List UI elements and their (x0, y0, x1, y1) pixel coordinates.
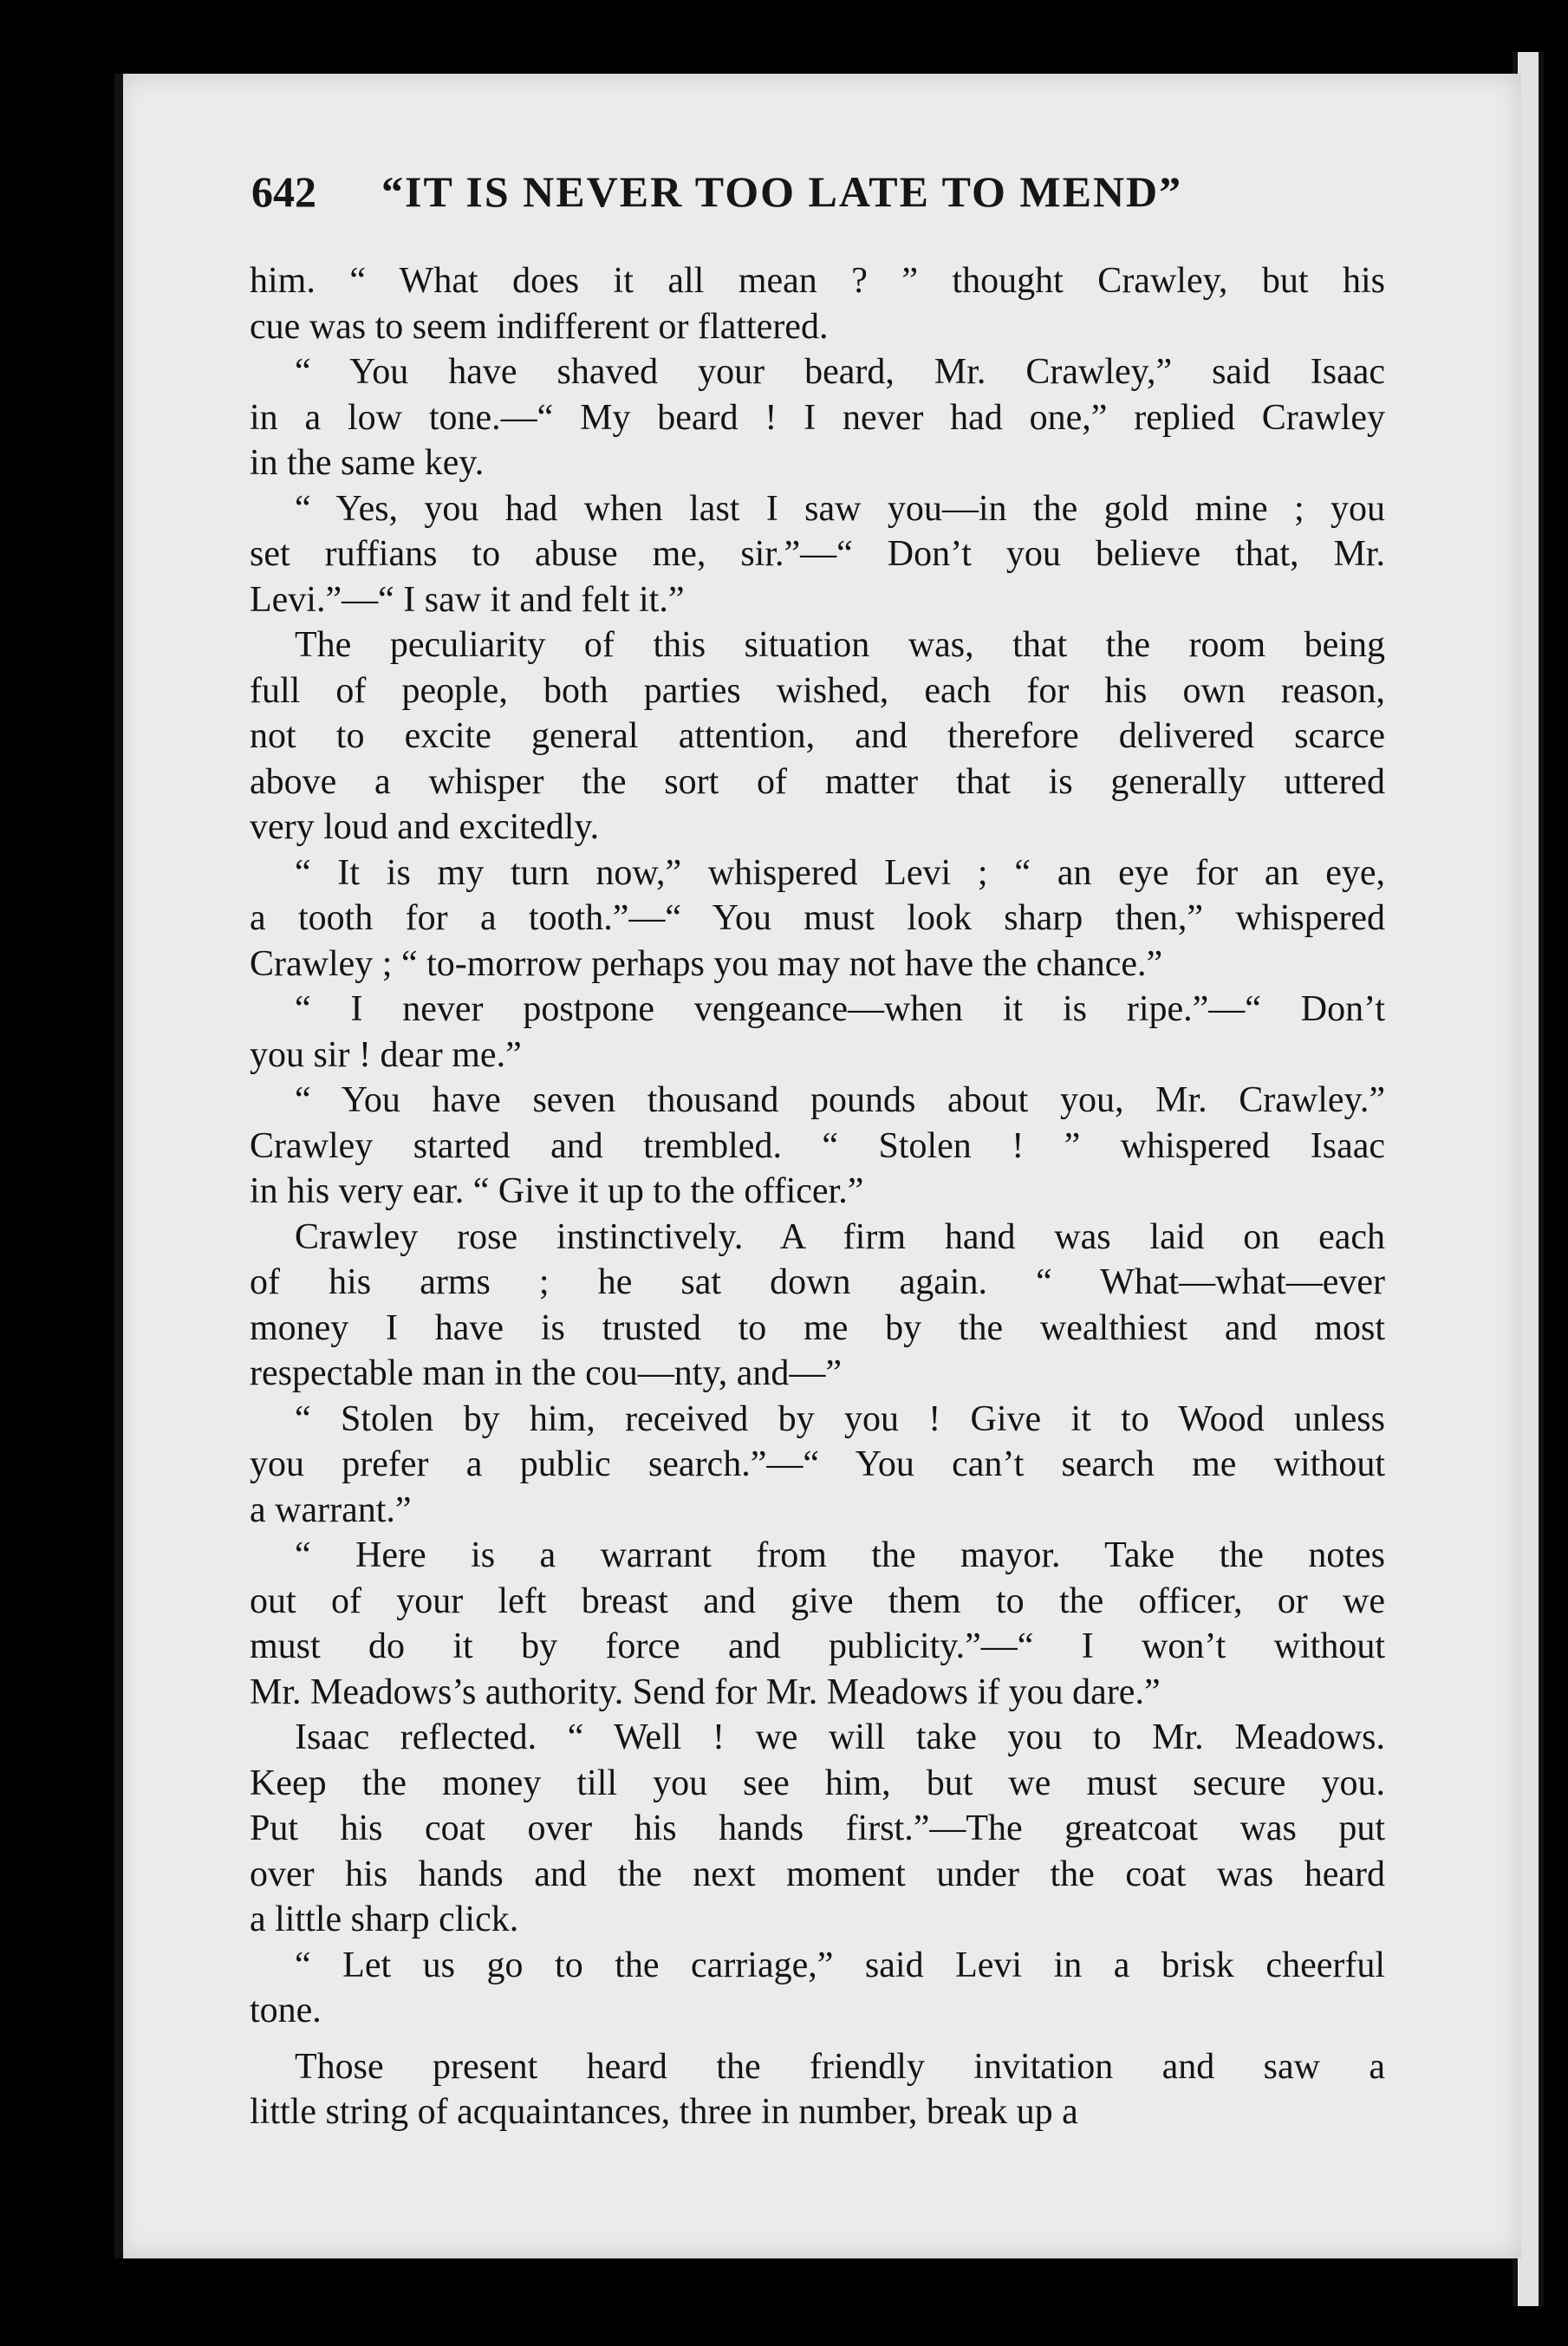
text-line: “ Stolen by him, received by you ! Give it to Wood unless (295, 1398, 1385, 1439)
text-line: “ Here is a warrant from the mayor. Take the notes (295, 1535, 1385, 1575)
text-line: you prefer a public search.”—“ You can’t search me without (250, 1444, 1385, 1484)
text-line: very loud and excitedly. (250, 807, 600, 847)
paragraph (250, 850, 1385, 987)
text-line: a little sharp click. (250, 1900, 519, 1939)
text-line: Levi.”—“ I saw it and felt it.” (250, 579, 685, 620)
text-line: “ Yes, you had when last I saw you—in the gold mine ; you (295, 488, 1385, 529)
paragraph (250, 622, 1385, 850)
body-text (250, 258, 1385, 2135)
text-line: Isaac reflected. “ Well ! we will take you to Mr. Meadows. (295, 1717, 1385, 1757)
running-header (251, 166, 1378, 217)
page-number: 642 (251, 167, 316, 216)
running-title: “IT IS NEVER TOO LATE TO MEND” (381, 167, 1183, 216)
page-gutter (114, 74, 123, 2258)
text-line: him. “ What does it all mean ? ” thought Crawley, but his (250, 261, 1385, 301)
paragraph (250, 1943, 1385, 2034)
text-line: “ I never postpone vengeance—when it is ripe.”—“ Don’t (295, 989, 1385, 1029)
paragraph (250, 1715, 1385, 1943)
text-line: little string of acquaintances, three in number, break up a (250, 2092, 1078, 2132)
text-line: Those present heard the friendly invitation and saw a (295, 2046, 1385, 2087)
paragraph (250, 349, 1385, 486)
text-line: Keep the money till you see him, but we must secure you. (250, 1763, 1385, 1803)
text-line: not to excite general attention, and therefore delivered scarce (250, 716, 1385, 756)
text-line: Mr. Meadows’s authority. Send for Mr. Meadows if you dare.” (250, 1672, 1161, 1712)
text-line: cue was to seem indifferent or flattered. (250, 306, 829, 347)
text-line: must do it by force and publicity.”—“ I won’t without (250, 1626, 1385, 1666)
text-line: above a whisper the sort of matter that is generally uttered (250, 761, 1385, 802)
text-line: you sir ! dear me.” (250, 1034, 522, 1075)
paragraph (250, 1215, 1385, 1397)
paragraph (250, 486, 1385, 623)
paragraph (250, 258, 1385, 349)
text-line: “ You have shaved your beard, Mr. Crawley,” said Isaac (295, 352, 1385, 392)
paragraph (250, 1078, 1385, 1215)
text-line: a tooth for a tooth.”—“ You must look sharp then,” whispered (250, 898, 1385, 938)
text-line: The peculiarity of this situation was, that the room being (295, 625, 1385, 665)
text-line: tone. (250, 1991, 322, 2030)
text-line: Crawley started and trembled. “ Stolen ! ” whispered Isaac (250, 1125, 1385, 1166)
paragraph (250, 2044, 1385, 2135)
text-line: out of your left breast and give them to the officer, or we (250, 1580, 1385, 1621)
text-line: in the same key. (250, 443, 485, 483)
text-line: over his hands and the next moment under the coat was heard (250, 1854, 1385, 1894)
text-line: full of people, both parties wished, each for his own reason, (250, 670, 1385, 711)
text-line: a warrant.” (250, 1489, 412, 1530)
text-line: Crawley ; “ to-morrow perhaps you may not have the chance.” (250, 943, 1163, 984)
text-line: “ You have seven thousand pounds about you, Mr. Crawley.” (295, 1080, 1385, 1120)
text-line: Put his coat over his hands first.”—The greatcoat was put (250, 1808, 1385, 1848)
text-line: of his arms ; he sat down again. “ What—what—ever (250, 1262, 1385, 1302)
text-line: set ruffians to abuse me, sir.”—“ Don’t you believe that, Mr. (250, 534, 1385, 574)
text-line: money I have is trusted to me by the wealthiest and most (250, 1307, 1385, 1348)
text-line: Crawley rose instinctively. A firm hand was laid on each (295, 1216, 1385, 1257)
text-line: in a low tone.—“ My beard ! I never had one,” replied Crawley (250, 397, 1385, 438)
paragraph (250, 987, 1385, 1078)
text-line: in his very ear. “ Give it up to the officer.” (250, 1171, 864, 1211)
scan-background (0, 0, 121, 2346)
text-line: “ Let us go to the carriage,” said Levi in a brisk cheerful (295, 1945, 1385, 1985)
text-line: respectable man in the cou—nty, and—” (250, 1353, 843, 1393)
paragraph (250, 1533, 1385, 1715)
text-line: “ It is my turn now,” whispered Levi ; “ an eye for an eye, (295, 852, 1385, 893)
paragraph (250, 1397, 1385, 1534)
